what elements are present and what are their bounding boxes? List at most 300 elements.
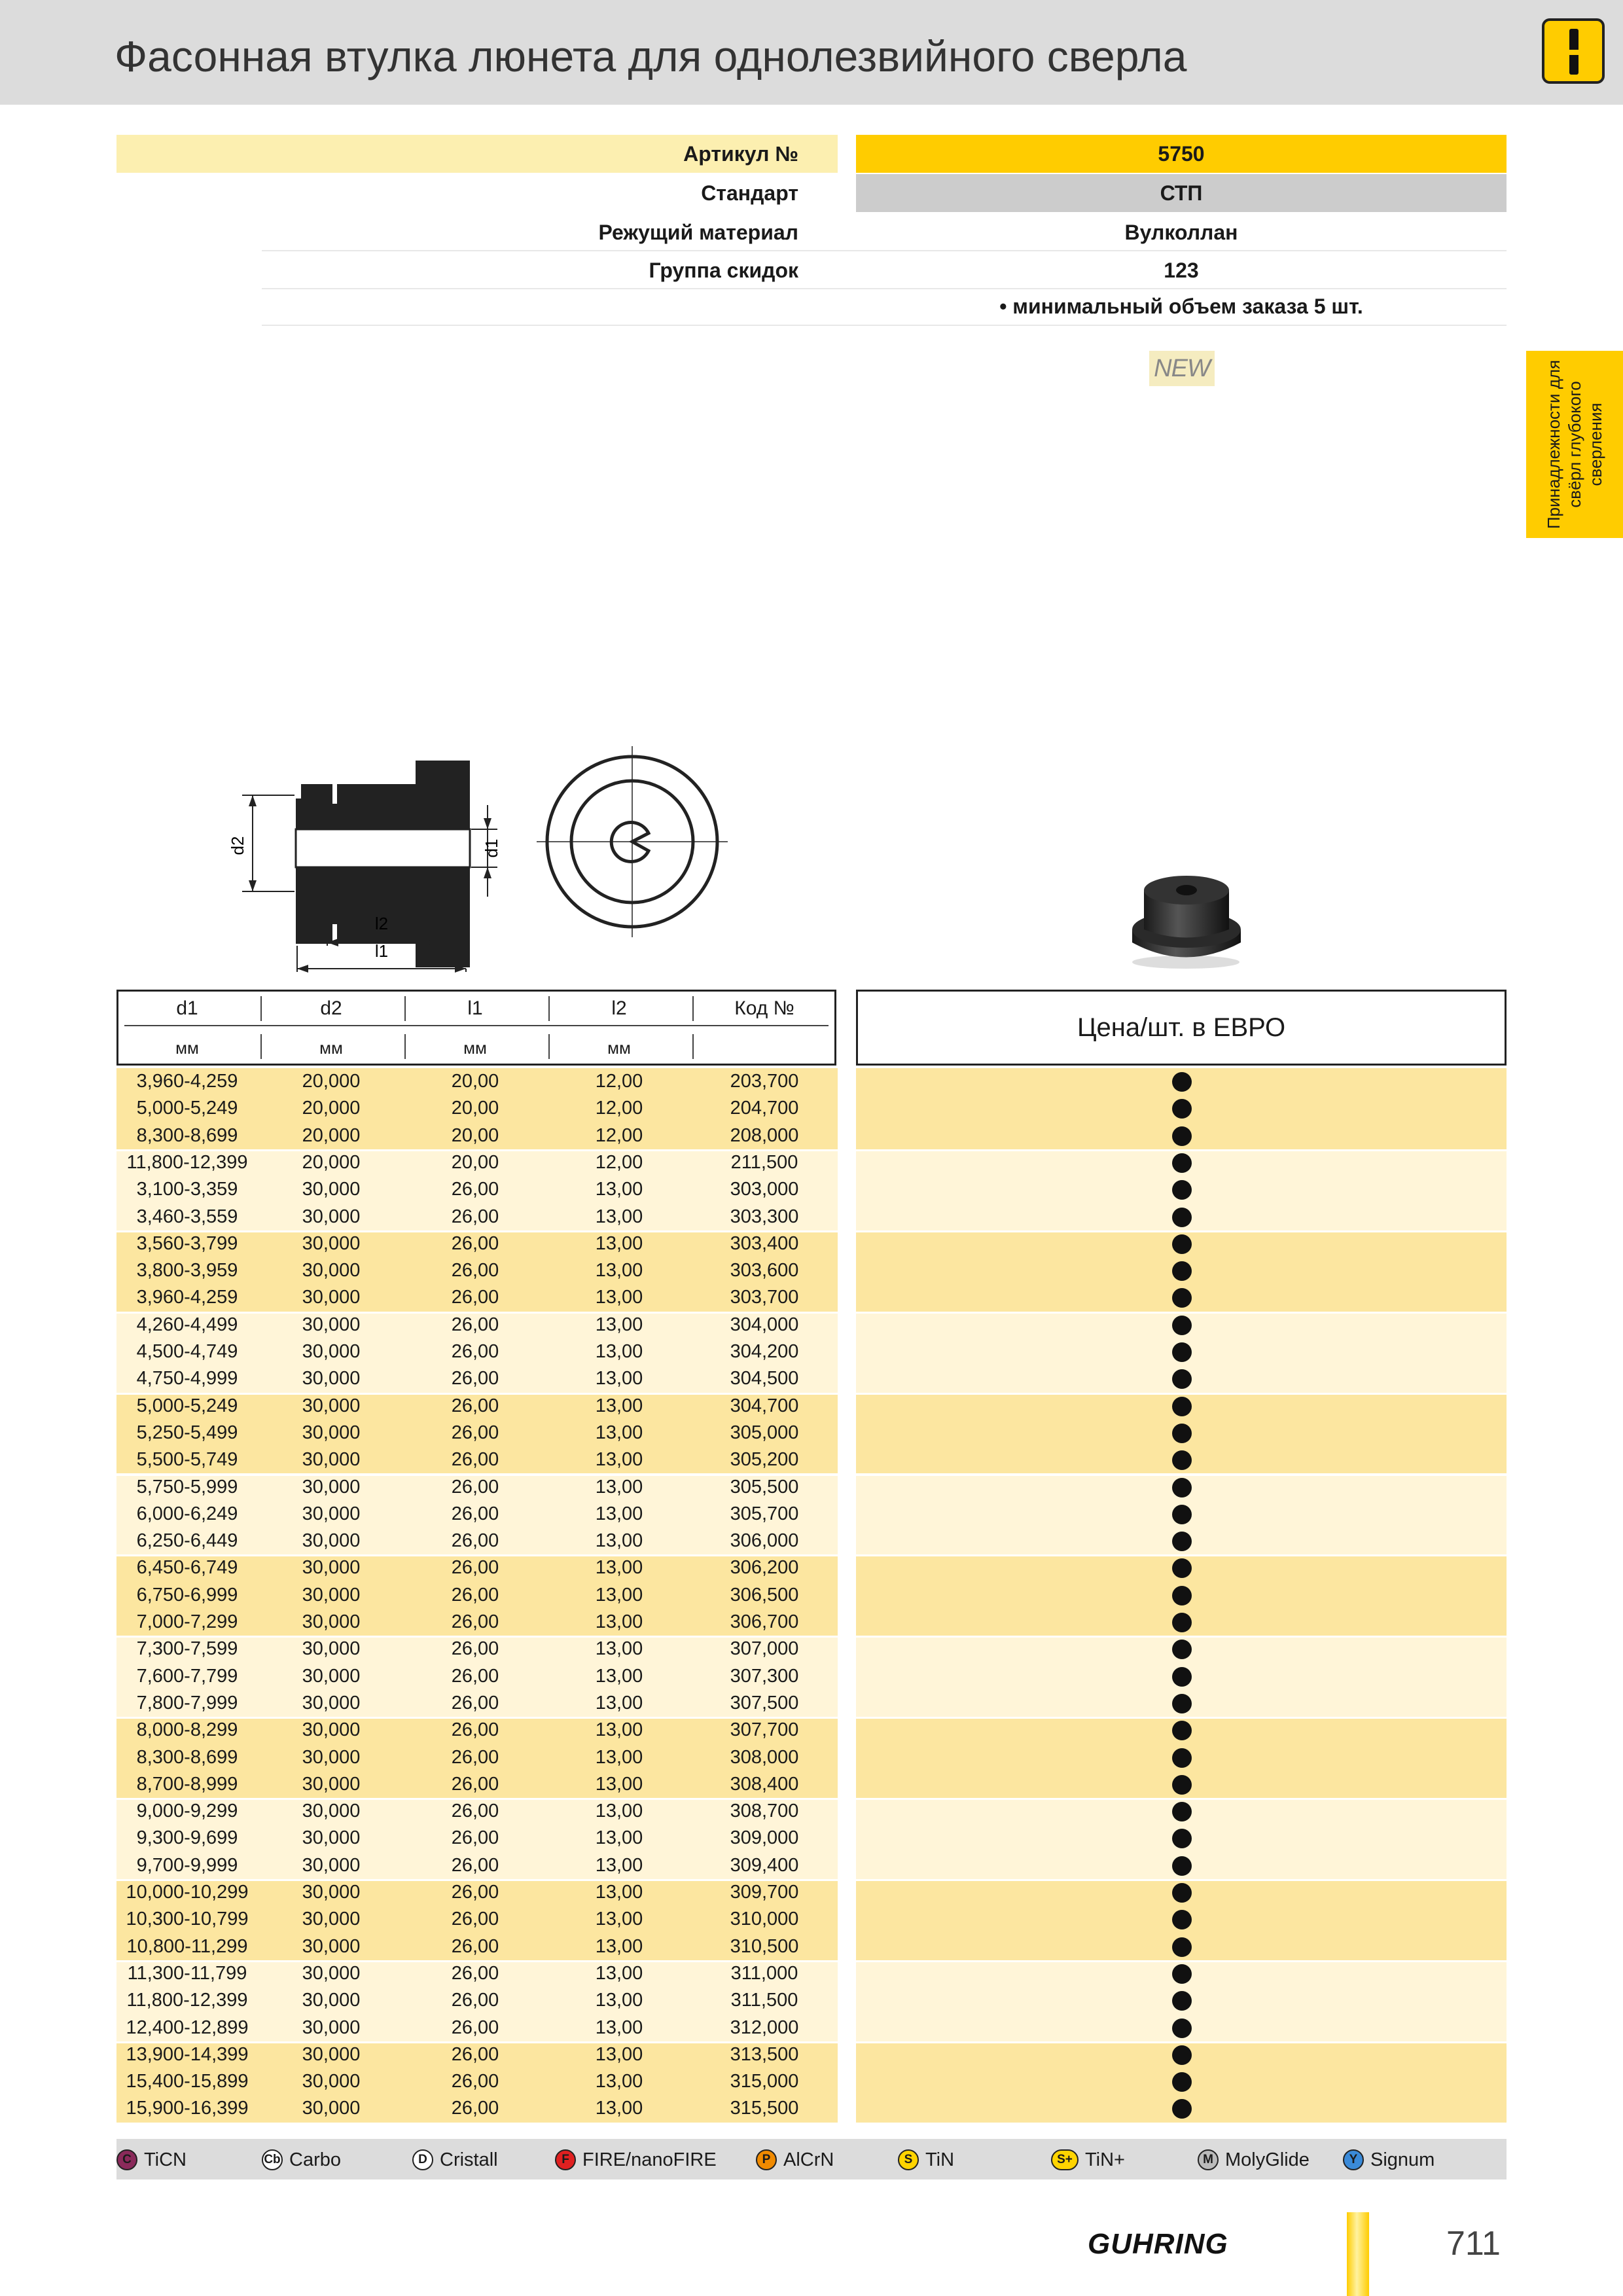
- cell-d1: 11,800-12,399: [126, 1151, 248, 1173]
- header-separator: [692, 996, 694, 1021]
- price-dot-icon: [1172, 1180, 1192, 1200]
- cell-l1: 26,00: [451, 1962, 499, 1984]
- cell-l2: 13,00: [595, 1557, 643, 1579]
- cell-l1: 20,00: [451, 1151, 499, 1173]
- unit-l2: мм: [607, 1038, 631, 1058]
- cell-code: 305,200: [730, 1449, 799, 1471]
- cell-d2: 30,000: [302, 1935, 361, 1957]
- coating-item: [898, 2149, 954, 2171]
- spec-divider: [262, 325, 1507, 326]
- price-dot-icon: [1172, 1667, 1192, 1687]
- cell-d2: 30,000: [302, 1368, 361, 1390]
- cell-code: 203,700: [730, 1071, 799, 1092]
- header-divider: [124, 1025, 829, 1026]
- cell-code: 307,300: [730, 1665, 799, 1687]
- cell-d2: 30,000: [302, 2071, 361, 2092]
- cell-l2: 13,00: [595, 1530, 643, 1552]
- cell-l2: 13,00: [595, 1935, 643, 1957]
- price-dot-icon: [1172, 1342, 1192, 1362]
- page-title: Фасонная втулка люнета для однолезвийного сверла: [115, 32, 1187, 81]
- cell-d2: 30,000: [302, 1395, 361, 1416]
- cell-l2: 12,00: [595, 1124, 643, 1146]
- cell-l1: 26,00: [451, 1854, 499, 1876]
- price-dot-icon: [1172, 1208, 1192, 1227]
- cell-l2: 13,00: [595, 1882, 643, 1903]
- coating-fire-icon: F: [555, 2149, 576, 2170]
- cell-code: 310,500: [730, 1935, 799, 1957]
- cell-code: 307,500: [730, 1692, 799, 1713]
- price-dot-icon: [1172, 1748, 1192, 1768]
- cell-d2: 30,000: [302, 1665, 361, 1687]
- cell-l1: 26,00: [451, 1422, 499, 1443]
- cell-code: 310,000: [730, 1909, 799, 1930]
- cell-code: 311,500: [730, 1990, 798, 2011]
- label-l1: l1: [374, 941, 389, 961]
- cell-d1: 3,560-3,799: [136, 1232, 238, 1254]
- cell-d2: 20,000: [302, 1151, 361, 1173]
- coating-molyglide-icon: M: [1198, 2149, 1219, 2170]
- cell-d1: 3,100-3,359: [136, 1179, 238, 1200]
- cell-code: 305,500: [730, 1476, 799, 1498]
- cell-code: 208,000: [730, 1124, 799, 1146]
- side-tab-label: Принадлежности для свёрл глубокого сверления: [1544, 359, 1605, 529]
- cell-d1: 6,000-6,249: [136, 1503, 238, 1524]
- cell-l1: 20,00: [451, 1098, 499, 1119]
- coating-item: [1198, 2149, 1310, 2171]
- cell-code: 308,000: [730, 1746, 799, 1768]
- coating-item: [756, 2149, 834, 2171]
- coating-ticn-icon: C: [116, 2149, 137, 2170]
- coating-label: TiN: [925, 2149, 955, 2170]
- drill-logo-icon: [1542, 18, 1605, 84]
- cell-code: 204,700: [730, 1098, 799, 1119]
- header-separator: [404, 1034, 406, 1059]
- band-separator: [856, 1312, 1507, 1314]
- cell-l2: 13,00: [595, 1476, 643, 1498]
- cell-l2: 13,00: [595, 1611, 643, 1632]
- coating-label: TiCN: [144, 2149, 187, 2170]
- coating-label: TiN+: [1085, 2149, 1125, 2170]
- cell-d2: 30,000: [302, 1557, 361, 1579]
- cell-code: 308,400: [730, 1773, 799, 1795]
- cell-d2: 30,000: [302, 1422, 361, 1443]
- cell-l1: 20,00: [451, 1124, 499, 1146]
- cell-l1: 26,00: [451, 1990, 499, 2011]
- price-dot-icon: [1172, 1694, 1192, 1713]
- coating-item: [1343, 2149, 1435, 2171]
- cell-code: 307,000: [730, 1638, 799, 1660]
- price-dot-icon: [1172, 1126, 1192, 1146]
- coating-label: MolyGlide: [1225, 2149, 1310, 2170]
- cell-code: 315,500: [730, 2098, 799, 2119]
- cell-d1: 3,960-4,259: [136, 1287, 238, 1308]
- cell-l1: 26,00: [451, 2098, 499, 2119]
- cell-code: 304,500: [730, 1368, 799, 1390]
- cell-l1: 26,00: [451, 1909, 499, 1930]
- cell-l1: 26,00: [451, 1773, 499, 1795]
- cell-d1: 9,300-9,699: [136, 1827, 238, 1849]
- price-dot-icon: [1172, 2045, 1192, 2065]
- brand-stripe: [1347, 2212, 1369, 2296]
- technical-drawing: [223, 746, 733, 988]
- cell-code: 305,700: [730, 1503, 799, 1524]
- cell-l2: 13,00: [595, 2017, 643, 2038]
- price-dot-icon: [1172, 1424, 1192, 1443]
- price-dot-icon: [1172, 1316, 1192, 1335]
- cell-l1: 26,00: [451, 1314, 499, 1335]
- min-order-note: • минимальный объем заказа 5 шт.: [999, 295, 1363, 318]
- cell-d1: 6,450-6,749: [136, 1557, 238, 1579]
- cell-l2: 13,00: [595, 1665, 643, 1687]
- cell-code: 303,000: [730, 1179, 799, 1200]
- cell-l1: 26,00: [451, 1882, 499, 1903]
- cell-d2: 30,000: [302, 1638, 361, 1660]
- cell-l1: 26,00: [451, 2017, 499, 2038]
- cell-d1: 8,000-8,299: [136, 1719, 238, 1741]
- cell-d2: 30,000: [302, 1990, 361, 2011]
- cell-code: 306,500: [730, 1584, 799, 1605]
- cell-d2: 20,000: [302, 1124, 361, 1146]
- spec-label: Группа скидок: [649, 259, 798, 282]
- coating-label: AlCrN: [783, 2149, 834, 2170]
- cell-l1: 26,00: [451, 1287, 499, 1308]
- unit-d2: мм: [319, 1038, 343, 1058]
- price-dot-icon: [1172, 1261, 1192, 1281]
- price-dot-icon: [1172, 2018, 1192, 2038]
- label-d1: d1: [482, 838, 501, 858]
- band-separator: [856, 1474, 1507, 1476]
- cell-d2: 30,000: [302, 1341, 361, 1362]
- cell-l2: 13,00: [595, 1368, 643, 1390]
- cell-d2: 30,000: [302, 1314, 361, 1335]
- cell-d2: 20,000: [302, 1071, 361, 1092]
- cell-code: 303,400: [730, 1232, 799, 1254]
- cell-d1: 7,000-7,299: [136, 1611, 238, 1632]
- cell-d1: 3,960-4,259: [136, 1071, 238, 1092]
- cell-l1: 26,00: [451, 2071, 499, 2092]
- cell-code: 303,600: [730, 1260, 799, 1282]
- spec-label: Режущий материал: [598, 221, 798, 244]
- cell-l2: 13,00: [595, 1287, 643, 1308]
- cell-d1: 15,400-15,899: [126, 2071, 249, 2092]
- band-separator: [856, 1554, 1507, 1556]
- cell-l2: 13,00: [595, 1260, 643, 1282]
- cell-d1: 3,460-3,559: [136, 1206, 238, 1227]
- cell-d2: 30,000: [302, 1719, 361, 1741]
- cell-l2: 12,00: [595, 1098, 643, 1119]
- cell-l1: 26,00: [451, 1638, 499, 1660]
- cell-l2: 13,00: [595, 1503, 643, 1524]
- price-dot-icon: [1172, 1505, 1192, 1524]
- cell-d1: 4,500-4,749: [136, 1341, 238, 1362]
- price-dot-icon: [1172, 1856, 1192, 1876]
- cell-code: 304,000: [730, 1314, 799, 1335]
- cell-l1: 20,00: [451, 1071, 499, 1092]
- cell-l1: 26,00: [451, 1449, 499, 1471]
- cell-code: 306,000: [730, 1530, 799, 1552]
- cell-d2: 30,000: [302, 1827, 361, 1849]
- cell-l2: 13,00: [595, 1314, 643, 1335]
- cell-l2: 13,00: [595, 2098, 643, 2119]
- price-dot-icon: [1172, 1802, 1192, 1821]
- cell-code: 315,000: [730, 2071, 799, 2092]
- cell-d1: 3,800-3,959: [136, 1260, 238, 1282]
- cell-l1: 26,00: [451, 1692, 499, 1713]
- cell-d1: 5,000-5,249: [136, 1395, 238, 1416]
- cell-l2: 13,00: [595, 1206, 643, 1227]
- header-separator: [692, 1034, 694, 1059]
- header-separator: [260, 1034, 262, 1059]
- cell-d2: 30,000: [302, 1206, 361, 1227]
- page-number: 711: [1446, 2225, 1501, 2263]
- coating-signum-icon: Y: [1343, 2149, 1364, 2170]
- cell-code: 313,500: [730, 2043, 799, 2065]
- cell-code: 312,000: [730, 2017, 799, 2038]
- cell-d1: 15,900-16,399: [126, 2098, 249, 2119]
- cell-d1: 4,260-4,499: [136, 1314, 238, 1335]
- coating-label: Cristall: [440, 2149, 498, 2170]
- coating-item: [412, 2149, 498, 2171]
- cell-d1: 5,250-5,499: [136, 1422, 238, 1443]
- cell-d1: 5,000-5,249: [136, 1098, 238, 1119]
- cell-l2: 13,00: [595, 1746, 643, 1768]
- coating-item: [116, 2149, 187, 2171]
- coating-label: FIRE/nanoFIRE: [582, 2149, 717, 2170]
- header-l1: l1: [467, 997, 483, 1019]
- cell-l1: 26,00: [451, 1801, 499, 1822]
- unit-l1: мм: [463, 1038, 487, 1058]
- cell-d1: 5,750-5,999: [136, 1476, 238, 1498]
- cell-l1: 26,00: [451, 1476, 499, 1498]
- price-dot-icon: [1172, 1153, 1192, 1173]
- price-dot-icon: [1172, 2072, 1192, 2092]
- cell-d2: 30,000: [302, 1287, 361, 1308]
- cell-code: 309,700: [730, 1882, 799, 1903]
- cell-l2: 12,00: [595, 1151, 643, 1173]
- cell-l1: 26,00: [451, 1935, 499, 1957]
- cell-l2: 13,00: [595, 1990, 643, 2011]
- new-badge: NEW: [1149, 351, 1215, 386]
- cell-code: 309,400: [730, 1854, 799, 1876]
- cell-l2: 12,00: [595, 1071, 643, 1092]
- cell-code: 304,700: [730, 1395, 799, 1416]
- header-d1: d1: [176, 997, 198, 1019]
- cell-l1: 26,00: [451, 1827, 499, 1849]
- cell-d1: 8,700-8,999: [136, 1773, 238, 1795]
- header-separator: [548, 1034, 550, 1059]
- band-separator: [856, 1230, 1507, 1232]
- spec-divider: [262, 288, 1507, 289]
- label-d2: d2: [228, 836, 247, 855]
- cell-l2: 13,00: [595, 1422, 643, 1443]
- cell-l1: 26,00: [451, 1746, 499, 1768]
- cell-l1: 26,00: [451, 1503, 499, 1524]
- price-dot-icon: [1172, 1532, 1192, 1551]
- price-dot-icon: [1172, 1964, 1192, 1984]
- cell-d1: 4,750-4,999: [136, 1368, 238, 1390]
- cell-d2: 30,000: [302, 1611, 361, 1632]
- header-separator: [548, 996, 550, 1021]
- cell-d1: 10,800-11,299: [126, 1935, 248, 1957]
- band-separator: [856, 1393, 1507, 1395]
- cell-l1: 26,00: [451, 1260, 499, 1282]
- cell-d1: 6,250-6,449: [136, 1530, 238, 1552]
- cell-l1: 26,00: [451, 1719, 499, 1741]
- cell-l2: 13,00: [595, 1584, 643, 1605]
- band-separator: [856, 1798, 1507, 1800]
- price-dot-icon: [1172, 1586, 1192, 1605]
- cell-l2: 13,00: [595, 1341, 643, 1362]
- cell-code: 305,000: [730, 1422, 799, 1443]
- cell-d1: 12,400-12,899: [126, 2017, 249, 2038]
- price-dot-icon: [1172, 1937, 1192, 1957]
- cell-d2: 30,000: [302, 1503, 361, 1524]
- cell-d1: 9,000-9,299: [136, 1801, 238, 1822]
- cell-d1: 6,750-6,999: [136, 1584, 238, 1605]
- cell-d1: 11,300-11,799: [127, 1962, 247, 1984]
- band-separator: [856, 1636, 1507, 1638]
- coating-label: Carbo: [289, 2149, 341, 2170]
- cell-l1: 26,00: [451, 1611, 499, 1632]
- spec-value: Вулколлан: [1124, 221, 1238, 244]
- price-dot-icon: [1172, 1450, 1192, 1470]
- cell-d1: 13,900-14,399: [126, 2043, 249, 2065]
- spec-value: СТП: [1160, 181, 1203, 205]
- cell-d1: 10,300-10,799: [126, 1909, 249, 1930]
- cell-l1: 26,00: [451, 1232, 499, 1254]
- price-dot-icon: [1172, 1613, 1192, 1632]
- price-dot-icon: [1172, 1775, 1192, 1795]
- price-dot-icon: [1172, 1478, 1192, 1498]
- spec-value: 5750: [1158, 142, 1205, 166]
- header-separator: [260, 996, 262, 1021]
- cell-d1: 7,800-7,999: [136, 1692, 238, 1713]
- cell-code: 311,000: [730, 1962, 798, 1984]
- cell-d2: 30,000: [302, 1584, 361, 1605]
- cell-code: 306,200: [730, 1557, 799, 1579]
- cell-l1: 26,00: [451, 1395, 499, 1416]
- spec-value: 123: [1164, 259, 1199, 282]
- band-separator: [856, 1960, 1507, 1962]
- cell-l1: 26,00: [451, 1557, 499, 1579]
- cell-l2: 13,00: [595, 1395, 643, 1416]
- cell-d2: 30,000: [302, 1260, 361, 1282]
- cell-l1: 26,00: [451, 1368, 499, 1390]
- price-dot-icon: [1172, 1883, 1192, 1903]
- cell-d2: 30,000: [302, 1773, 361, 1795]
- section-side-tab[interactable]: [1526, 351, 1623, 538]
- cell-d1: 5,500-5,749: [136, 1449, 238, 1471]
- cell-d2: 30,000: [302, 1962, 361, 1984]
- band-separator: [856, 1149, 1507, 1151]
- cell-d1: 7,600-7,799: [136, 1665, 238, 1687]
- cell-code: 308,700: [730, 1801, 799, 1822]
- cell-l2: 13,00: [595, 1801, 643, 1822]
- cell-d2: 30,000: [302, 1692, 361, 1713]
- spec-label: Стандарт: [701, 181, 798, 205]
- header-l2: l2: [611, 997, 627, 1019]
- cell-d2: 30,000: [302, 1882, 361, 1903]
- cell-d2: 30,000: [302, 1449, 361, 1471]
- cell-l1: 26,00: [451, 1206, 499, 1227]
- cell-code: 304,200: [730, 1341, 799, 1362]
- cell-l2: 13,00: [595, 1909, 643, 1930]
- cell-d2: 30,000: [302, 1179, 361, 1200]
- band-separator: [856, 1879, 1507, 1881]
- cell-l2: 13,00: [595, 2043, 643, 2065]
- cell-code: 303,300: [730, 1206, 799, 1227]
- cell-l2: 13,00: [595, 1827, 643, 1849]
- header-separator: [404, 996, 406, 1021]
- cell-l2: 13,00: [595, 1179, 643, 1200]
- cell-d1: 11,800-12,399: [126, 1990, 248, 2011]
- cell-l2: 13,00: [595, 1854, 643, 1876]
- cell-l1: 26,00: [451, 1584, 499, 1605]
- cell-l1: 26,00: [451, 1179, 499, 1200]
- cell-l2: 13,00: [595, 1449, 643, 1471]
- cell-code: 306,700: [730, 1611, 799, 1632]
- band-separator: [856, 1717, 1507, 1719]
- cell-l2: 13,00: [595, 1719, 643, 1741]
- cell-code: 211,500: [730, 1151, 798, 1173]
- cell-l1: 26,00: [451, 2043, 499, 2065]
- cell-l2: 13,00: [595, 1773, 643, 1795]
- coating-item: [555, 2149, 717, 2171]
- cell-l2: 13,00: [595, 1692, 643, 1713]
- coating-item: [1051, 2149, 1125, 2171]
- cell-d2: 30,000: [302, 1909, 361, 1930]
- spec-label: Артикул №: [683, 142, 798, 166]
- cell-d2: 30,000: [302, 1801, 361, 1822]
- header-code: Код №: [734, 997, 794, 1019]
- cell-l2: 13,00: [595, 2071, 643, 2092]
- cell-l1: 26,00: [451, 1665, 499, 1687]
- coating-cristall-icon: D: [412, 2149, 433, 2170]
- cell-l2: 13,00: [595, 1638, 643, 1660]
- coating-item: [262, 2149, 341, 2171]
- cell-l2: 13,00: [595, 1232, 643, 1254]
- price-header: Цена/шт. в ЕВРО: [856, 990, 1507, 1066]
- unit-d1: мм: [175, 1038, 199, 1058]
- price-dot-icon: [1172, 1397, 1192, 1416]
- header-d2: d2: [320, 997, 342, 1019]
- cell-l2: 13,00: [595, 1962, 643, 1984]
- cell-d2: 30,000: [302, 2017, 361, 2038]
- price-dot-icon: [1172, 1234, 1192, 1254]
- coating-label: Signum: [1370, 2149, 1435, 2170]
- coating-carbo-icon: Cb: [262, 2149, 283, 2170]
- brand-logo: GUHRING: [1088, 2228, 1228, 2260]
- cell-d2: 30,000: [302, 2043, 361, 2065]
- cell-l1: 26,00: [451, 1341, 499, 1362]
- cell-code: 309,000: [730, 1827, 799, 1849]
- coating-tinplus-icon: S+: [1051, 2149, 1079, 2170]
- cell-d1: 8,300-8,699: [136, 1746, 238, 1768]
- cell-d1: 7,300-7,599: [136, 1638, 238, 1660]
- cell-code: 303,700: [730, 1287, 799, 1308]
- price-dot-icon: [1172, 1072, 1192, 1092]
- label-l2: l2: [374, 914, 389, 933]
- price-dot-icon: [1172, 1721, 1192, 1740]
- cell-code: 307,700: [730, 1719, 799, 1741]
- coating-alcrn-icon: P: [756, 2149, 777, 2170]
- cell-d2: 30,000: [302, 1530, 361, 1552]
- cell-d1: 8,300-8,699: [136, 1124, 238, 1146]
- cell-d2: 30,000: [302, 1232, 361, 1254]
- price-dot-icon: [1172, 1991, 1192, 2011]
- band-separator: [856, 2041, 1507, 2043]
- cell-l1: 26,00: [451, 1530, 499, 1552]
